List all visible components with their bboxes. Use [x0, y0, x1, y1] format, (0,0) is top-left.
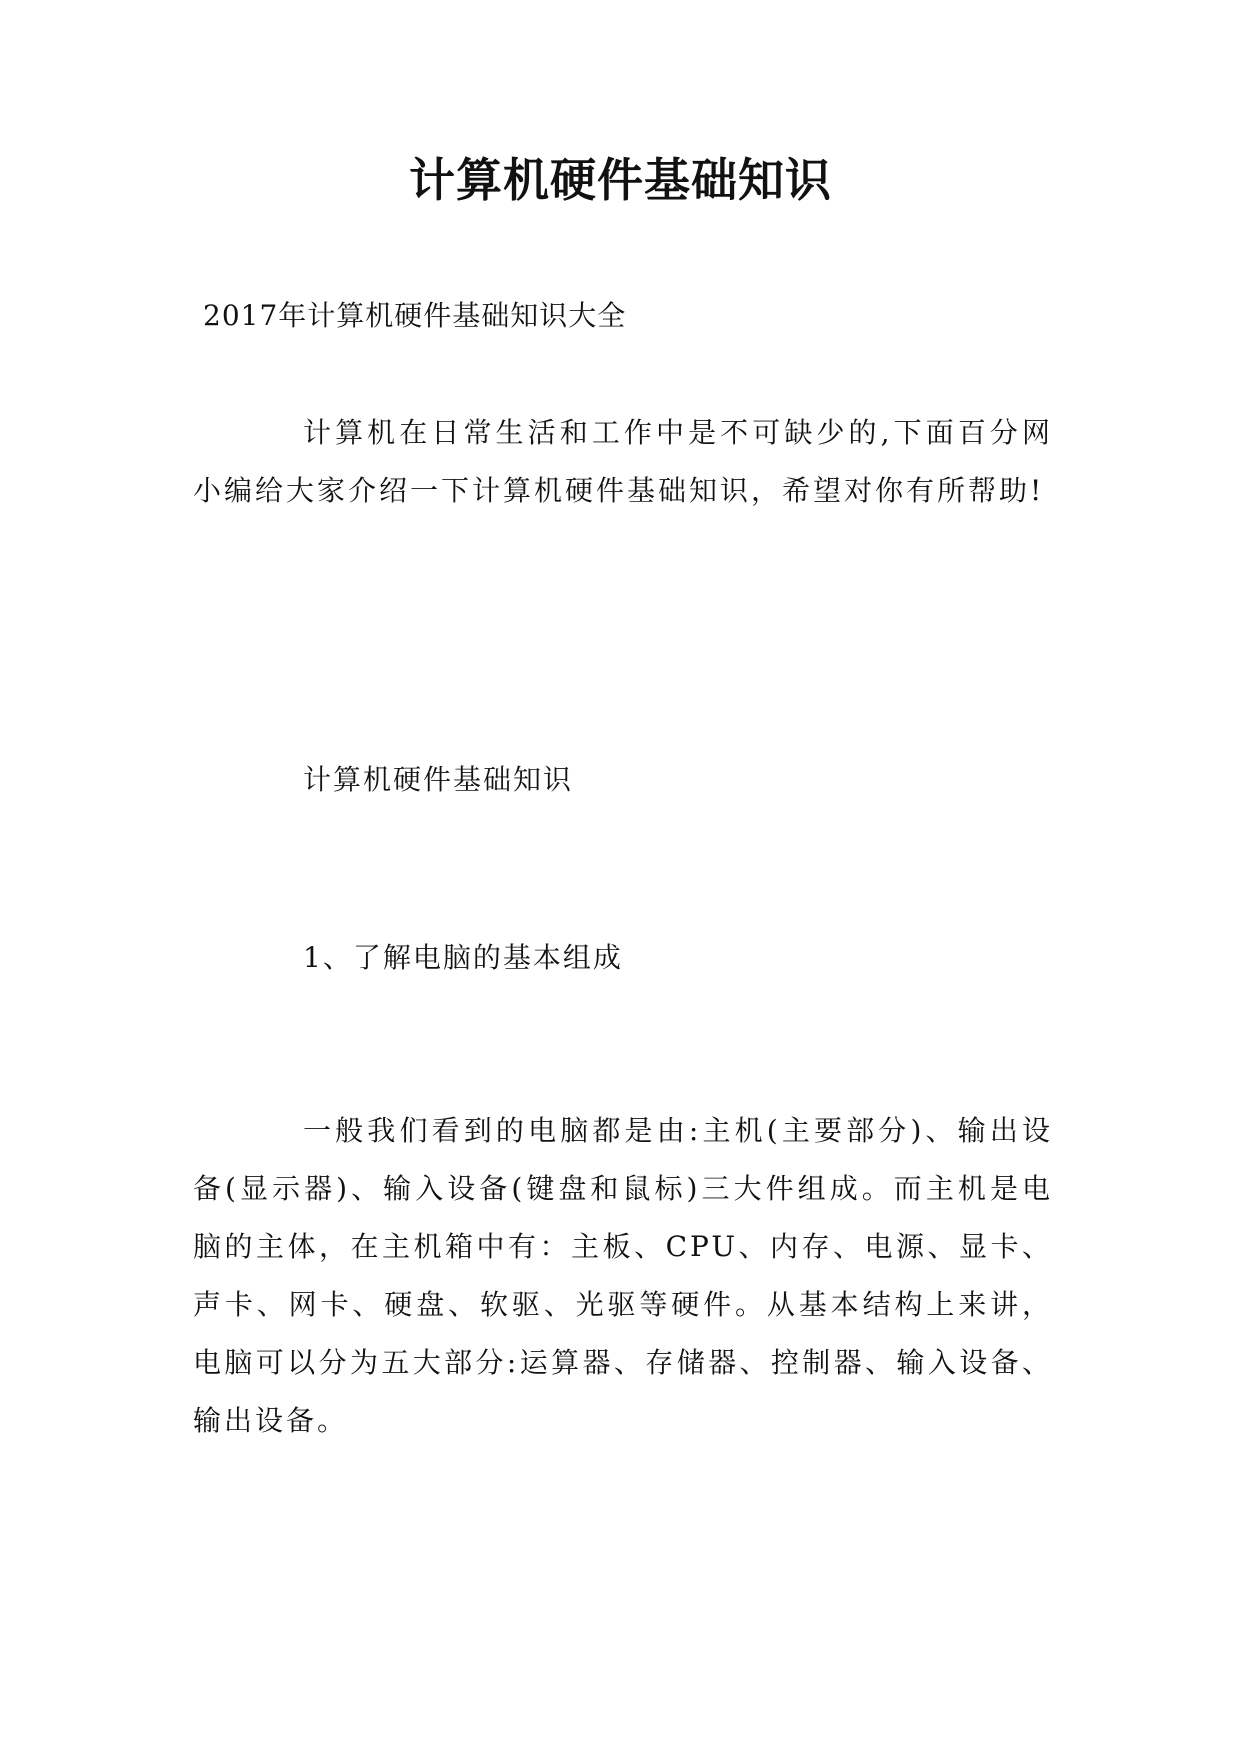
item-heading: 1、了解电脑的基本组成: [303, 941, 623, 974]
document-subtitle: 2017年计算机硬件基础知识大全: [203, 299, 627, 332]
intro-paragraph: 计算机在日常生活和工作中是不可缺少的,下面百分网小编给大家介绍一下计算机硬件基础知识，希望对你有所帮助!: [193, 416, 1053, 507]
section-heading: 计算机硬件基础知识: [303, 763, 574, 796]
document-title: 计算机硬件基础知识: [409, 153, 832, 207]
body-paragraph: 一般我们看到的电脑都是由:主机(主要部分)、输出设备(显示器)、输入设备(键盘和鼠标)三大件组成。而主机是电脑的主体，在主机箱中有：主板、CPU、内存、电源、显卡、声卡、网卡、硬盘、软驱、光驱等硬件。从基本结构上来讲，电脑可以分为五大部分:运算器、存储器、控制器、输入设备、输出设备。: [193, 1114, 1053, 1437]
